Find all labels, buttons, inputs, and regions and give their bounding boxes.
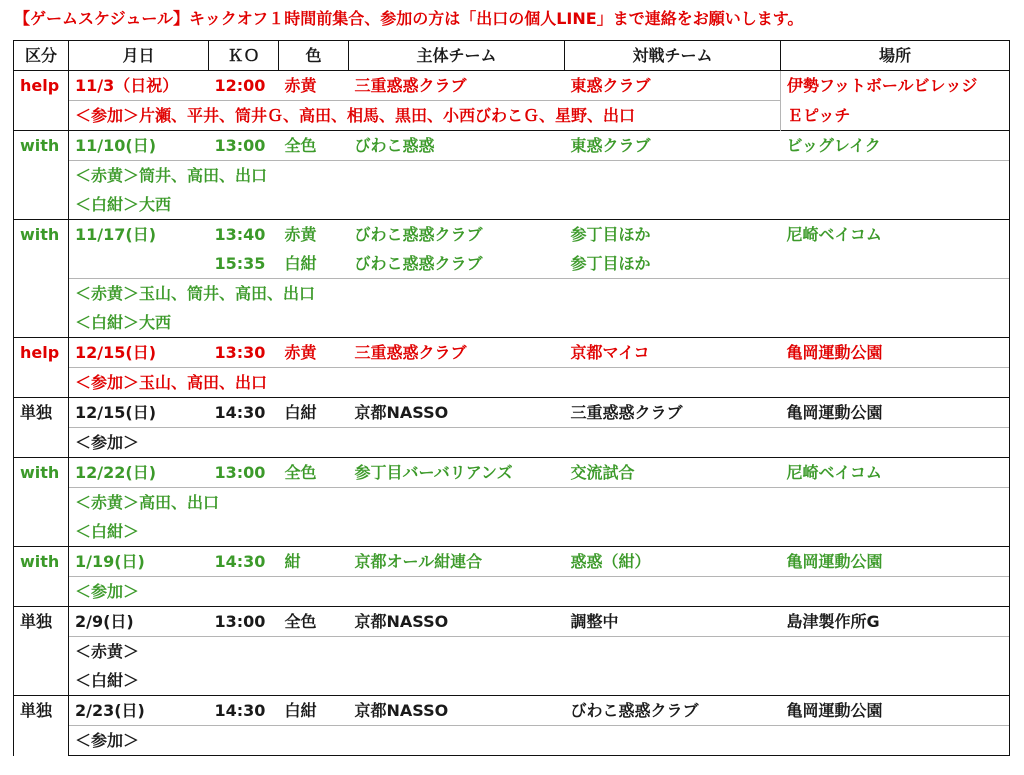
kit-color-cell: 白紺 [284,254,317,273]
schedule-group [14,220,1010,338]
header-venue: 場所 [781,41,1010,71]
venue-cell [781,249,1010,279]
schedule-group [14,131,1010,220]
opponent-cell: 惑惑（紺） [565,547,781,577]
header-category: 区分 [14,41,69,71]
participants-row [14,190,1010,220]
team-cell: びわこ惑惑クラブ [354,254,483,273]
category-cell: with [14,220,69,338]
date-cell: 12/15(日) [69,398,209,428]
date-cell: 12/15(日) [69,338,209,368]
kit-color-cell: 全色 [279,607,349,637]
schedule-group [14,458,1010,547]
team-cell: 京都NASSO [349,607,565,637]
opponent-cell: 交流試合 [565,458,781,488]
participants-row [14,161,1010,191]
kit-color-cell: 紺 [279,547,349,577]
match-row [14,607,1010,637]
opponent-cell: 東惑クラブ [565,131,781,161]
date-cell: 2/9(日) [69,607,209,637]
kit-color-cell: 白紺 [279,696,349,726]
category-cell: 単独 [14,398,69,458]
kickoff-cell: 14:30 [209,398,279,428]
opponent-cell: 京都マイコ [565,338,781,368]
schedule-table [13,40,1010,756]
category-cell: with [14,547,69,607]
participants-row [14,666,1010,696]
schedule-group [14,547,1010,607]
kit-color-cell: 白紺 [279,398,349,428]
participants-note: ＜参加＞ [69,577,1010,607]
kickoff-cell: 13:30 [209,338,279,368]
date-cell: 2/23(日) [69,696,209,726]
kickoff-cell: 13:00 [209,131,279,161]
opponent-cell: 東惑クラブ [565,71,781,101]
venue-cell: 亀岡運動公園 [781,696,1010,726]
header-opponent: 対戦チーム [565,41,781,71]
participants-note: ＜白紺＞ [69,517,1010,547]
participants-row [14,428,1010,458]
venue-cell: 亀岡運動公園 [781,338,1010,368]
category-cell: help [14,338,69,398]
date-cell: 12/22(日) [69,458,209,488]
header-kickoff: ＫＯ [209,41,279,71]
match-row [14,249,1010,279]
match-row [14,71,1010,101]
kickoff-cell: 13:00 [209,607,279,637]
participants-row [14,726,1010,756]
match-row [14,458,1010,488]
match-row [14,338,1010,368]
date-cell: 11/17(日) [69,220,209,250]
kit-color-cell: 赤黄 [279,338,349,368]
venue-cell: 島津製作所G [781,607,1010,637]
category-cell: help [14,71,69,131]
opponent-cell: 参丁目ほか [565,220,781,250]
participants-note: ＜赤黄＞ [69,637,1010,667]
team-cell: びわこ惑惑 [349,131,565,161]
match-row [14,398,1010,428]
team-cell: 京都NASSO [349,696,565,726]
kickoff-cell: 14:30 [209,696,279,726]
match-row [14,220,1010,250]
schedule-group [14,71,1010,131]
team-cell: 参丁目バーバリアンズ [349,458,565,488]
header-date: 月日 [69,41,209,71]
date-cell [69,249,209,279]
category-cell: with [14,458,69,547]
participants-row [14,308,1010,338]
kickoff-cell: 13:40 [209,220,279,250]
participants-note: ＜参加＞片瀬、平井、筒井Ｇ、高田、相馬、黒田、小西びわこＧ、星野、出口 [69,101,781,131]
match-row [14,131,1010,161]
participants-note: ＜白紺＞大西 [69,308,1010,338]
team-cell: 京都NASSO [349,398,565,428]
opponent-cell: 参丁目ほか [570,254,651,273]
opponent-cell: びわこ惑惑クラブ [565,696,781,726]
schedule-group [14,696,1010,756]
participants-row [14,517,1010,547]
venue-extra-cell: Ｅピッチ [781,101,1010,131]
kickoff-cell: 12:00 [209,71,279,101]
schedule-notice: 【ゲームスケジュール】キックオフ１時間前集合、参加の方は「出口の個人LINE」まで連絡をお願いします。 [14,9,804,28]
team-cell: 三重惑惑クラブ [349,71,565,101]
kickoff-cell: 14:30 [209,547,279,577]
schedule-group [14,338,1010,398]
venue-cell: 尼崎ベイコム [781,220,1010,250]
match-row [14,547,1010,577]
participants-note: ＜参加＞ [69,428,1010,458]
opponent-cell: 三重惑惑クラブ [565,398,781,428]
participants-note: ＜白紺＞大西 [69,190,1010,220]
participants-note: ＜赤黄＞筒井、高田、出口 [69,161,1010,191]
kit-color-cell: 全色 [279,131,349,161]
category-cell: 単独 [14,607,69,696]
participants-row [14,279,1010,309]
kit-color-cell: 赤黄 [279,220,349,250]
venue-cell: 亀岡運動公園 [781,398,1010,428]
schedule-group [14,398,1010,458]
participants-note: ＜赤黄＞高田、出口 [69,488,1010,518]
venue-cell: 亀岡運動公園 [781,547,1010,577]
venue-cell: 伊勢フットボールビレッジ [781,71,1010,101]
participants-note: ＜参加＞玉山、高田、出口 [69,368,1010,398]
header-color: 色 [279,41,349,71]
participants-row [14,637,1010,667]
team-cell: 京都オール紺連合 [349,547,565,577]
participants-row [14,488,1010,518]
participants-row [14,368,1010,398]
team-cell: びわこ惑惑クラブ [349,220,565,250]
match-row [14,696,1010,726]
category-cell: with [14,131,69,220]
venue-cell: ビッグレイク [781,131,1010,161]
participants-row [14,577,1010,607]
kickoff-cell: 13:00 [209,458,279,488]
participants-note: ＜白紺＞ [69,666,1010,696]
kit-color-cell: 全色 [279,458,349,488]
participants-note: ＜参加＞ [69,726,1010,756]
schedule-group [14,607,1010,696]
kit-color-cell: 赤黄 [279,71,349,101]
date-cell: 11/10(日) [69,131,209,161]
kickoff-cell: 15:35 [214,254,266,273]
category-cell: 単独 [14,696,69,756]
venue-cell: 尼崎ベイコム [781,458,1010,488]
date-cell: 11/3（日祝） [69,71,209,101]
opponent-cell: 調整中 [565,607,781,637]
header-row [14,41,1010,71]
header-team: 主体チーム [349,41,565,71]
team-cell: 三重惑惑クラブ [349,338,565,368]
participants-note: ＜赤黄＞玉山、筒井、高田、出口 [69,279,1010,309]
date-cell: 1/19(日) [69,547,209,577]
participants-row [14,101,1010,131]
